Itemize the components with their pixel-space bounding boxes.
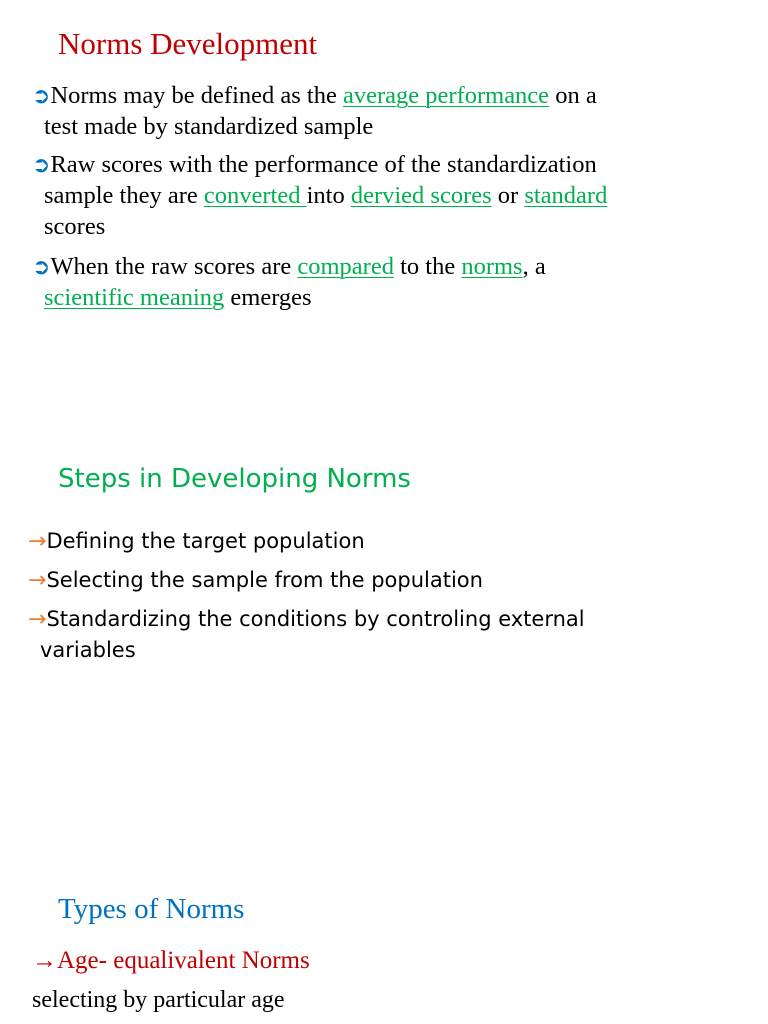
step-text: Selecting the sample from the population xyxy=(46,568,483,592)
link-average-performance[interactable]: average performance xyxy=(343,82,550,109)
age-equivalent-norms-heading xyxy=(32,944,310,978)
link-dervied-scores[interactable]: dervied scores xyxy=(350,182,492,209)
text-run: emerges xyxy=(224,284,312,311)
right-arrow-icon: → xyxy=(28,607,47,632)
heading-text: Age- equalivalent Norms xyxy=(57,947,310,974)
steps-developing-norms-title: Steps in Developing Norms xyxy=(58,464,411,494)
text-run: on a xyxy=(549,82,597,109)
text-run: sample they are xyxy=(44,182,204,209)
bullet-continuation: test made by standardized sample xyxy=(44,113,374,140)
link-standard[interactable]: standard xyxy=(524,182,608,209)
curved-arrow-bullet-icon: ➲ xyxy=(32,254,51,279)
text-run: or xyxy=(491,182,525,209)
text-run: Raw scores with the performance of the standardization xyxy=(50,151,597,178)
step-continuation: variables xyxy=(40,638,136,662)
types-of-norms-title: Types of Norms xyxy=(58,893,245,925)
text-run: Norms may be defined as the xyxy=(50,82,343,109)
bullet-line xyxy=(32,251,732,282)
norms-development-title: Norms Development xyxy=(58,26,318,61)
norms-definition-bullet xyxy=(32,80,732,142)
right-arrow-icon: → xyxy=(28,529,47,554)
bullet-line xyxy=(32,149,732,180)
raw-scores-bullet xyxy=(32,149,732,242)
step-item xyxy=(28,565,748,596)
right-arrow-icon: → xyxy=(32,947,57,974)
text-run: into xyxy=(306,182,351,209)
curved-arrow-bullet-icon: ➲ xyxy=(32,83,51,108)
link-compared[interactable]: compared xyxy=(297,253,394,280)
bullet-continuation: scores xyxy=(44,213,106,240)
link-scientific-meaning[interactable]: scientific meaning xyxy=(44,284,225,311)
text-run: , a xyxy=(522,253,546,280)
text-run: to the xyxy=(393,253,462,280)
step-item xyxy=(28,604,748,666)
text-run: When the raw scores are xyxy=(50,253,298,280)
link-converted[interactable]: converted xyxy=(203,182,307,209)
bullet-continuation xyxy=(32,282,732,313)
right-arrow-icon: → xyxy=(28,568,47,593)
scientific-meaning-bullet xyxy=(32,251,732,313)
step-item xyxy=(28,526,748,557)
step-text: Standardizing the conditions by controling external xyxy=(46,607,585,631)
age-norms-description: selecting by particular age xyxy=(32,987,285,1013)
step-text: Defining the target population xyxy=(46,529,365,553)
bullet-line xyxy=(32,80,732,111)
bullet-continuation xyxy=(32,180,732,211)
link-norms[interactable]: norms xyxy=(461,253,523,280)
curved-arrow-bullet-icon: ➲ xyxy=(32,152,51,177)
